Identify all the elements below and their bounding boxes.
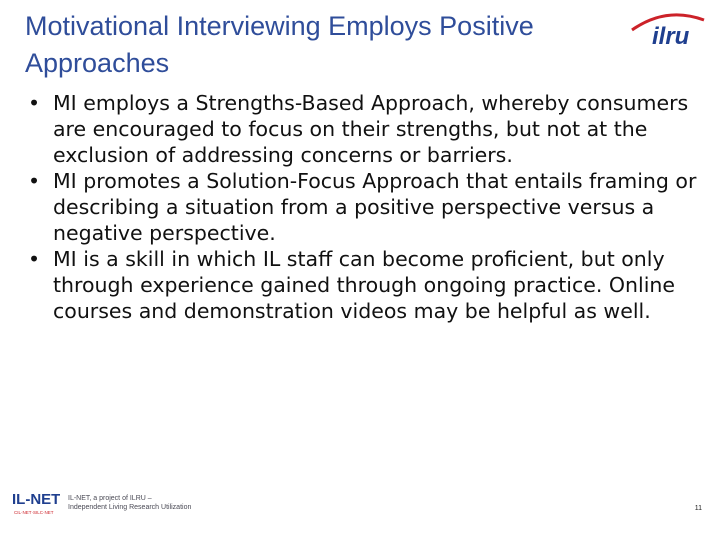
bullet-item (28, 246, 700, 324)
bullet-marker: • (28, 91, 41, 115)
il-net-logo (10, 487, 60, 517)
bullet-marker: • (28, 169, 41, 193)
slide-title: Motivational Interviewing Employs Positive Approaches (25, 11, 534, 78)
il-net-logo-subtext: CIL·NET·SILC·NET (14, 510, 54, 515)
bullet-text: MI promotes a Solution-Focus Approach that entails framing or describing a situation from a positive perspective versus a negative perspective. (53, 169, 697, 245)
il-net-logo-text: IL-NET (12, 491, 60, 508)
bullet-list (28, 90, 700, 324)
ilru-logo (626, 10, 708, 48)
page-number: 11 (694, 505, 702, 512)
footer-line-2: Independent Living Research Utilization (68, 504, 192, 511)
bullet-item (28, 90, 700, 168)
ilru-logo-text: ilru (652, 23, 690, 48)
bullet-item (28, 168, 700, 246)
bullet-text: MI is a skill in which IL staff can become proficient, but only through experience gained through ongoing practice. Online courses and demonstration videos may be helpful as well. (53, 247, 676, 323)
footer-line-1: IL-NET, a project of ILRU – (68, 495, 152, 502)
bullet-text: MI employs a Strengths-Based Approach, whereby consumers are encouraged to focus on their strengths, but not at the exclusion of addressing concerns or barriers. (53, 91, 689, 167)
bullet-marker: • (28, 247, 41, 271)
footer-credit (68, 494, 268, 512)
